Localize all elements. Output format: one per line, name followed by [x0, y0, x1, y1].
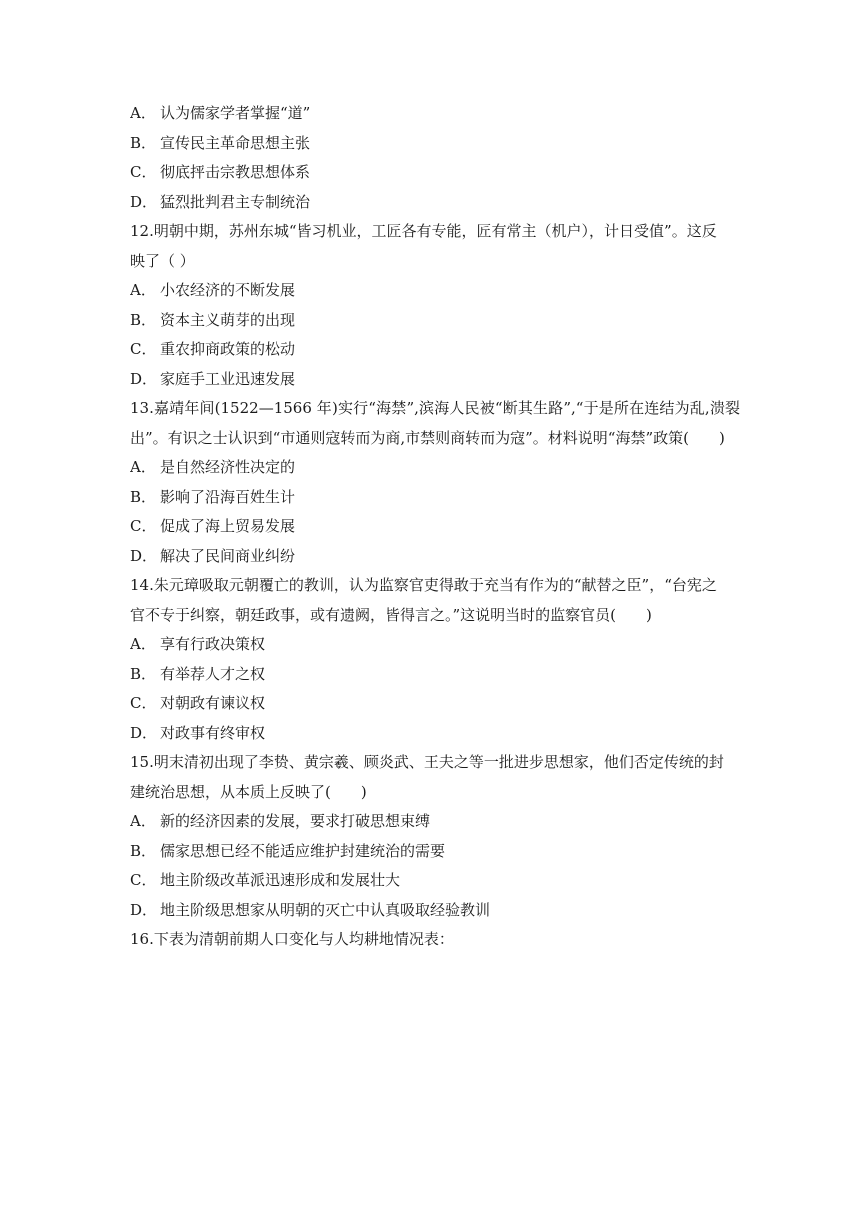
option-text: 对朝政有谏议权: [160, 694, 266, 712]
option-letter: C．: [130, 340, 157, 358]
question-stem-line: 官不专于纠察，朝廷政事，或有遗阙，皆得言之。”这说明当时的监察官员( ): [130, 605, 652, 624]
option-q13-2: [130, 512, 740, 542]
question-stem-line: 建统治思想，从本质上反映了( ): [130, 782, 367, 801]
option-letter: A．: [130, 104, 156, 122]
option-text: 地主阶级改革派迅速形成和发展壮大: [160, 871, 401, 889]
question-q14: [130, 571, 740, 748]
option-q11-0: [130, 99, 740, 129]
option-text: 新的经济因素的发展，要求打破思想束缚: [160, 812, 431, 830]
option-text: 解决了民间商业纠纷: [160, 546, 296, 565]
option-letter: A．: [130, 281, 156, 299]
option-q11-3: [130, 188, 740, 218]
option-q15-3: [130, 896, 740, 926]
option-text: 有举荐人才之权: [160, 664, 266, 683]
option-q13-3: [130, 542, 740, 572]
question-q12: [130, 217, 740, 394]
option-text: 对政事有终审权: [160, 723, 266, 742]
option-q15-0: [130, 807, 740, 837]
question-stem-line: 16.下表为清朝前期人口变化与人均耕地情况表：: [130, 930, 454, 948]
option-q15-1: [130, 837, 740, 867]
question-q16: [130, 925, 740, 955]
option-q14-3: [130, 719, 740, 749]
option-letter: D．: [130, 369, 158, 388]
option-letter: D．: [130, 900, 158, 919]
option-q12-1: [130, 306, 740, 336]
option-text: 影响了沿海百姓生计: [160, 487, 296, 506]
question-stem-line: 出”。有识之士认识到“市通则寇转而为商,市禁则商转而为寇”。材料说明“海禁”政策( ): [130, 428, 725, 447]
option-letter: D．: [130, 546, 158, 565]
option-letter: B．: [130, 310, 157, 329]
option-letter: C．: [130, 694, 157, 712]
option-q13-0: [130, 453, 740, 483]
option-letter: D．: [130, 192, 158, 211]
option-text: 彻底抨击宗教思想体系: [160, 163, 311, 181]
option-q12-2: [130, 335, 740, 365]
option-letter: C．: [130, 517, 157, 535]
document-content: [130, 99, 740, 955]
option-text: 猛烈批判君主专制统治: [160, 192, 311, 211]
option-q11-1: [130, 129, 740, 159]
option-letter: A．: [130, 812, 156, 830]
option-text: 促成了海上贸易发展: [160, 517, 296, 535]
question-stem-line: 13.嘉靖年间(1522—1566 年)实行“海禁”,滨海人民被“断其生路”,“于是所在连结为乱,溃裂: [130, 399, 740, 417]
option-letter: A．: [130, 635, 156, 653]
option-letter: B．: [130, 487, 157, 506]
option-text: 重农抑商政策的松动: [160, 340, 296, 358]
option-text: 地主阶级思想家从明朝的灭亡中认真吸取经验教训: [160, 900, 491, 919]
question-stem-line: 映了（ ）: [130, 251, 195, 270]
question-q15: [130, 748, 740, 925]
option-text: 认为儒家学者掌握“道”: [160, 104, 311, 122]
option-letter: B．: [130, 133, 157, 152]
option-q12-3: [130, 365, 740, 395]
option-text: 享有行政决策权: [160, 635, 266, 653]
option-q14-0: [130, 630, 740, 660]
option-letter: B．: [130, 841, 157, 860]
question-q13: [130, 394, 740, 571]
option-q15-2: [130, 866, 740, 896]
question-q11: [130, 99, 740, 217]
option-q14-2: [130, 689, 740, 719]
question-stem-line: 14.朱元璋吸取元朝覆亡的教训，认为监察官吏得敢于充当有作为的“献替之臣”，“台宪之: [130, 576, 717, 594]
option-letter: A．: [130, 458, 156, 476]
option-letter: C．: [130, 871, 157, 889]
option-text: 儒家思想已经不能适应维护封建统治的需要: [160, 841, 446, 860]
option-text: 宣传民主革命思想主张: [160, 133, 311, 152]
option-letter: C．: [130, 163, 157, 181]
question-stem-line: 12.明朝中期，苏州东城“皆习机业，工匠各有专能，匠有常主（机户），计日受值”。这反: [130, 222, 717, 240]
option-letter: D．: [130, 723, 158, 742]
option-text: 小农经济的不断发展: [160, 281, 296, 299]
option-q11-2: [130, 158, 740, 188]
option-letter: B．: [130, 664, 157, 683]
option-text: 家庭手工业迅速发展: [160, 369, 296, 388]
question-stem-line: 15.明末清初出现了李贽、黄宗羲、顾炎武、王夫之等一批进步思想家，他们否定传统的封: [130, 753, 724, 771]
option-q13-1: [130, 483, 740, 513]
option-text: 资本主义萌芽的出现: [160, 310, 296, 329]
option-text: 是自然经济性决定的: [160, 458, 296, 476]
option-q12-0: [130, 276, 740, 306]
option-q14-1: [130, 660, 740, 690]
